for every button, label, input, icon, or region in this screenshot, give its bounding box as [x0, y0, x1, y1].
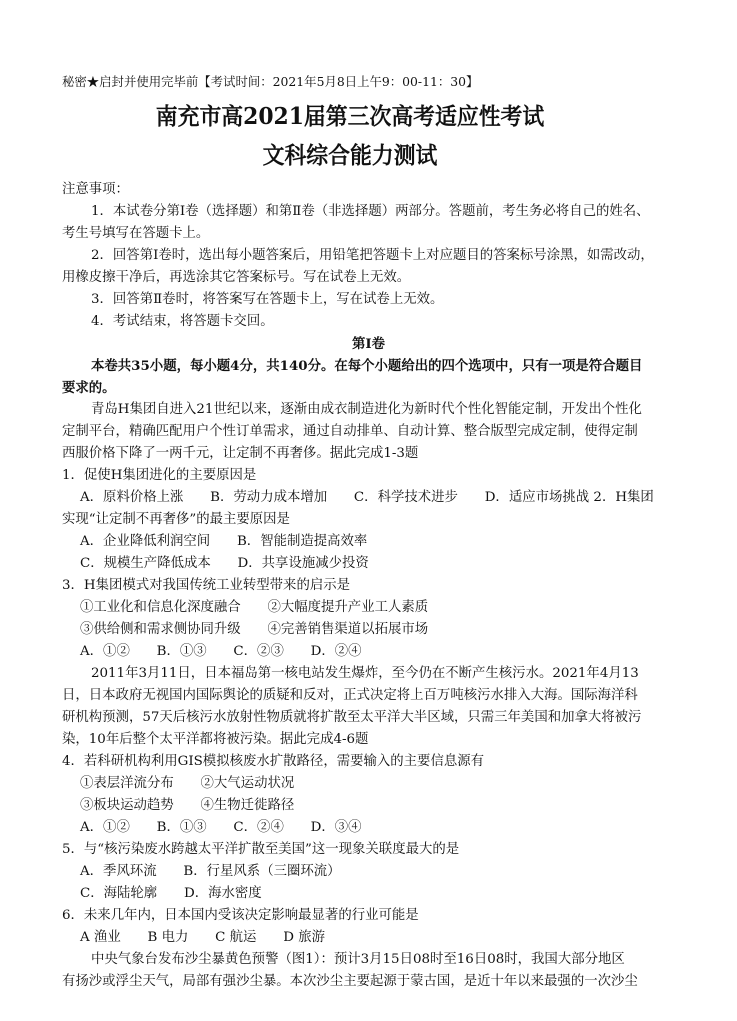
q4-options: A．①② B．①③ C．②④ D．③④ [80, 820, 362, 835]
passage2-line-2: 日，日本政府无视国内国际舆论的质疑和反对，正式决定将上百万吨核污水排入大海。国际海洋科 [62, 688, 638, 703]
q4-stem: 4．若科研机构利用GIS模拟核废水扩散路径，需要输入的主要信息源有 [62, 754, 485, 769]
passage2-line-3: 研机构预测，57天后核污水放射性物质就将扩散至太平洋大半区域，只需三年美国和加拿大将被污 [62, 710, 642, 725]
passage1-line-2: 定制平台，精确匹配用户个性订单需求，通过自动排单、自动计算、整合版型完成定制，使得定制 [62, 424, 638, 439]
passage1-line-3: 西服价格下降了一两千元，让定制不再奢侈。据此完成1-3题 [62, 446, 419, 461]
notice-line-1: 1．本试卷分第Ⅰ卷（选择题）和第Ⅱ卷（非选择题）两部分。答题前，考生务必将自己的姓名、 [91, 204, 650, 219]
q2-stem: 实现“让定制不再奢侈”的最主要原因是 [62, 512, 290, 527]
passage2-line-4: 染，10年后整个太平洋都将被污染。据此完成4-6题 [62, 732, 369, 747]
passage2-line-1: 2011年3月11日，日本福岛第一核电站发生爆炸，至今仍在不断产生核污水。2021年4月13 [91, 666, 639, 681]
section-intro-2: 要求的。 [62, 380, 116, 396]
q3-items-row-1: ①工业化和信息化深度融合 ②大幅度提升产业工人素质 [80, 600, 429, 615]
q3-options: A．①② B．①③ C．②③ D．②④ [80, 644, 362, 659]
notice-line-2: 考生号填写在答题卡上。 [62, 226, 210, 241]
passage3-line-1: 中央气象台发布沙尘暴黄色预警（图1）：预计3月15日08时至16日08时，我国大部分地区 [91, 952, 625, 967]
notice-line-6: 4．考试结束，将答题卡交回。 [91, 314, 274, 329]
q1-stem: 1．促使H集团进化的主要原因是 [62, 468, 257, 483]
q1-options: A．原料价格上涨 B．劳动力成本增加 C．科学技术进步 D．适应市场挑战 2．H集团 [80, 490, 654, 505]
exam-subtitle: 文科综合能力测试 [262, 142, 438, 169]
section-heading: 第Ⅰ卷 [351, 336, 386, 352]
passage1-line-1: 青岛H集团自进入21世纪以来，逐渐由成衣制造进化为新时代个性化智能定制，开发出个性化 [91, 402, 642, 417]
passage3-line-2: 有扬沙或浮尘天气，局部有强沙尘暴。本次沙尘主要起源于蒙古国，是近十年以来最强的一次沙尘 [62, 974, 638, 989]
confidential-notice: 秘密★启封并使用完毕前【考试时间：2021年5月8日上午9：00-11：30】 [62, 74, 479, 89]
notice-line-4: 用橡皮擦干净后，再选涂其它答案标号。写在试卷上无效。 [62, 270, 411, 285]
q2-options-row-1: A．企业降低利润空间 B．智能制造提高效率 [80, 534, 368, 549]
q4-items-row-1: ①表层洋流分布 ②大气运动状况 [80, 776, 295, 791]
q3-stem: 3．H集团模式对我国传统工业转型带来的启示是 [62, 578, 351, 593]
q5-options-row-1: A．季风环流 B．行星风系（三圈环流） [80, 864, 341, 879]
q3-items-row-2: ③供给侧和需求侧协同升级 ④完善销售渠道以拓展市场 [80, 622, 429, 637]
notice-line-5: 3．回答第Ⅱ卷时，将答案写在答题卡上，写在试卷上无效。 [91, 292, 444, 307]
section-intro-1: 本卷共35小题，每小题4分，共140分。在每个小题给出的四个选项中，只有一项是符合题目 [91, 358, 643, 374]
q5-stem: 5．与“核污染废水跨越太平洋扩散至美国”这一现象关联度最大的是 [62, 842, 460, 857]
exam-title: 南充市高2021届第三次高考适应性考试 [155, 103, 545, 130]
q5-options-row-2: C．海陆轮廓 D．海水密度 [80, 886, 262, 901]
q6-stem: 6．未来几年内，日本国内受该决定影响最显著的行业可能是 [62, 908, 419, 923]
notice-line-3: 2．回答第Ⅰ卷时，选出每小题答案后，用铅笔把答题卡上对应题目的答案标号涂黑，如需改动， [91, 248, 654, 263]
q2-options-row-2: C．规模生产降低成本 D．共享设施减少投资 [80, 556, 369, 571]
q6-options: A 渔业 B 电力 C 航运 D 旅游 [80, 930, 325, 945]
q4-items-row-2: ③板块运动趋势 ④生物迁徙路径 [80, 798, 295, 813]
notice-heading: 注意事项： [62, 182, 129, 197]
